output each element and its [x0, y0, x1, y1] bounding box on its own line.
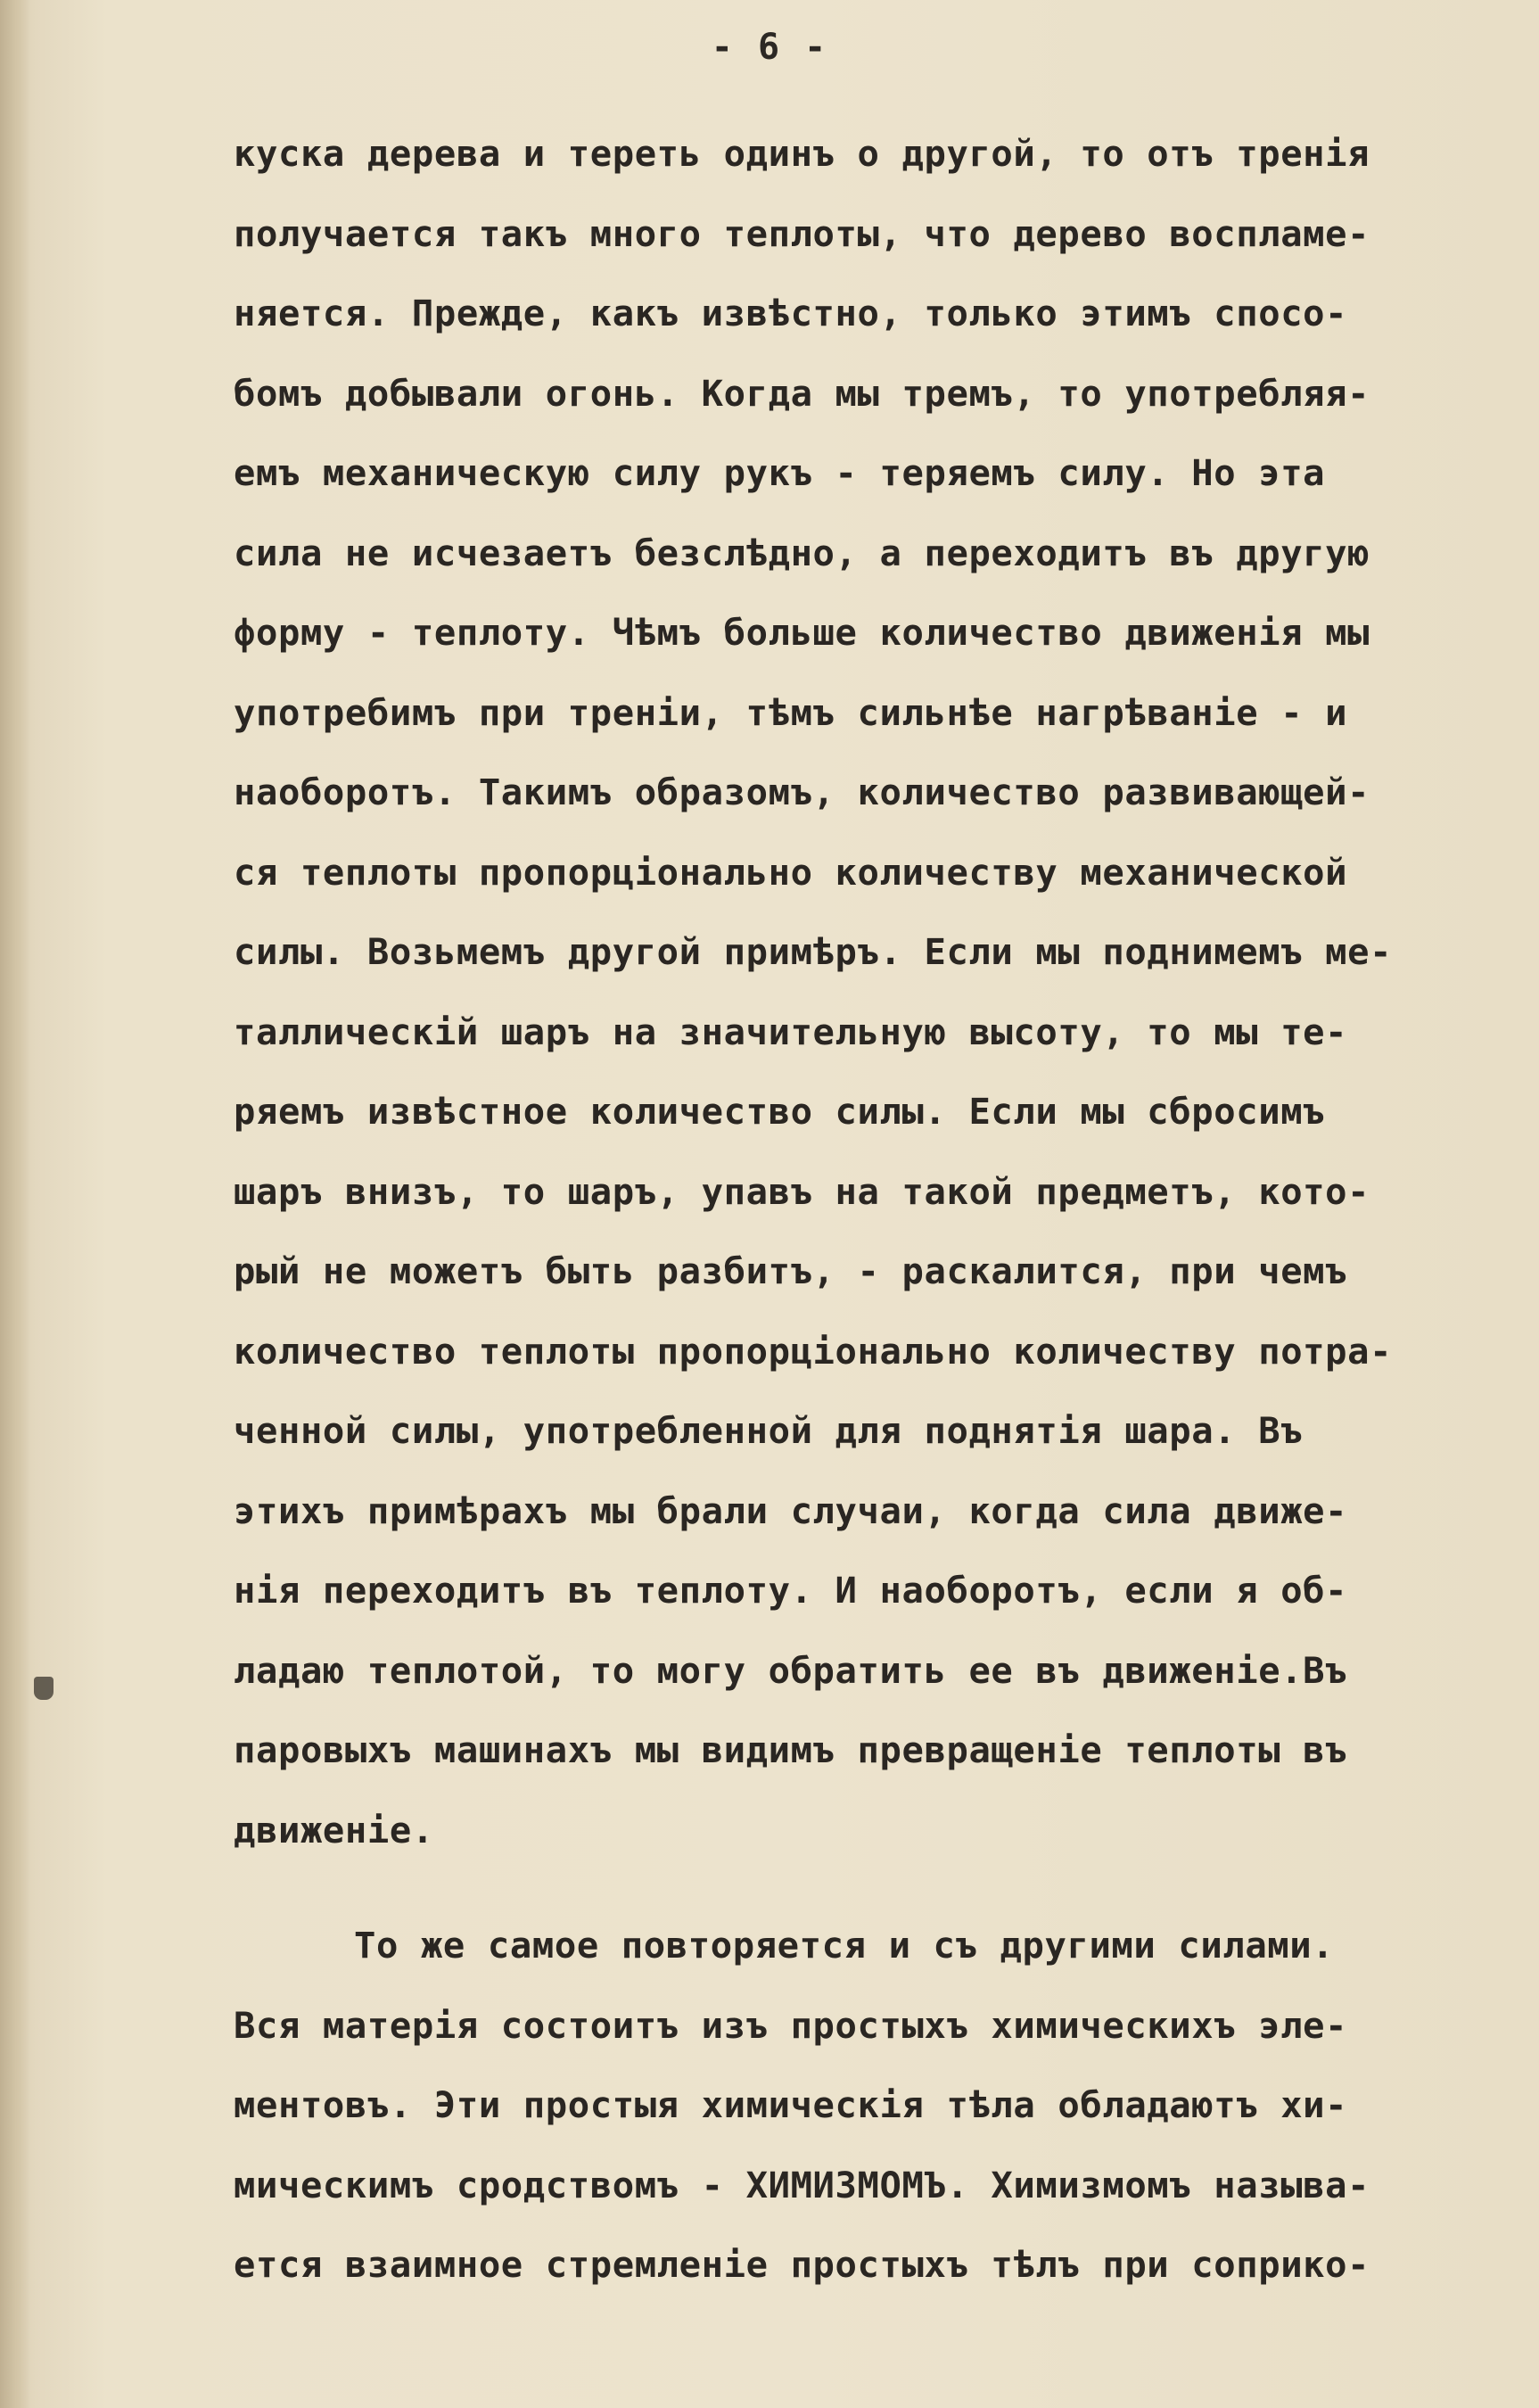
text-line: ряемъ извѣстное количество силы. Если мы сбросимъ: [234, 1090, 1326, 1133]
text-line: бомъ добывали огонь. Когда мы тремъ, то употребляя-: [234, 371, 1370, 415]
text-line: получается такъ много теплоты, что дерево воспламе-: [234, 211, 1370, 255]
text-line: силы. Возьмемъ другой примѣръ. Если мы поднимемъ ме-: [234, 930, 1393, 973]
text-line: ладаю теплотой, то могу обратить ее въ движеніе.Въ: [234, 1648, 1348, 1692]
text-line: Вся матерія состоитъ изъ простыхъ химическихъ эле-: [234, 2003, 1348, 2047]
page-left-edge: [0, 0, 30, 2408]
text-line: употребимъ при треніи, тѣмъ сильнѣе нагрѣваніе - и: [234, 690, 1348, 734]
text-line: паровыхъ машинахъ мы видимъ превращеніе теплоты въ: [234, 1728, 1348, 1771]
text-line: количество теплоты пропорціонально количеству потра-: [234, 1329, 1393, 1373]
text-line: шаръ внизъ, то шаръ, упавъ на такой предметъ, кото-: [234, 1169, 1370, 1213]
paragraph-gap: [234, 1870, 1500, 1906]
page-number: - 6 -: [711, 27, 828, 68]
text-line: этихъ примѣрахъ мы брали случаи, когда сила движе-: [234, 1489, 1348, 1532]
text-line: мическимъ сродствомъ - ХИМИЗМОМЪ. Химизмомъ называ-: [234, 2163, 1370, 2206]
text-line: емъ механическую силу рукъ - теряемъ силу. Но эта: [234, 451, 1326, 494]
text-line: движеніе.: [234, 1808, 434, 1851]
text-line: нія переходитъ въ теплоту. И наоборотъ, если я об-: [234, 1569, 1348, 1612]
text-line: рый не можетъ быть разбитъ, - раскалится, при чемъ: [234, 1249, 1348, 1292]
text-line: ментовъ. Эти простыя химическія тѣла обладаютъ хи-: [234, 2083, 1348, 2126]
text-line: таллическій шаръ на значительную высоту, то мы те-: [234, 1010, 1348, 1053]
text-line: То же самое повторяется и съ другими силами.: [354, 1924, 1335, 1967]
text-line: наоборотъ. Такимъ образомъ, количество развивающей-: [234, 771, 1370, 813]
text-line: ченной силы, употребленной для поднятія шара. Въ: [234, 1409, 1304, 1452]
ink-blot-mark: [34, 1677, 53, 1700]
text-line: сила не исчезаетъ безслѣдно, а переходитъ въ другую: [234, 531, 1370, 574]
text-line: ся теплоты пропорціонально количеству механической: [234, 850, 1348, 894]
text-line: няется. Прежде, какъ извѣстно, только этимъ спосо-: [234, 292, 1348, 334]
text-line: ется взаимное стремленіе простыхъ тѣлъ при соприко-: [234, 2243, 1370, 2286]
document-body: [234, 114, 1500, 2305]
text-line: куска дерева и тереть одинъ о другой, то отъ тренія: [234, 132, 1370, 175]
text-line: форму - теплоту. Чѣмъ больше количество движенія мы: [234, 611, 1370, 654]
